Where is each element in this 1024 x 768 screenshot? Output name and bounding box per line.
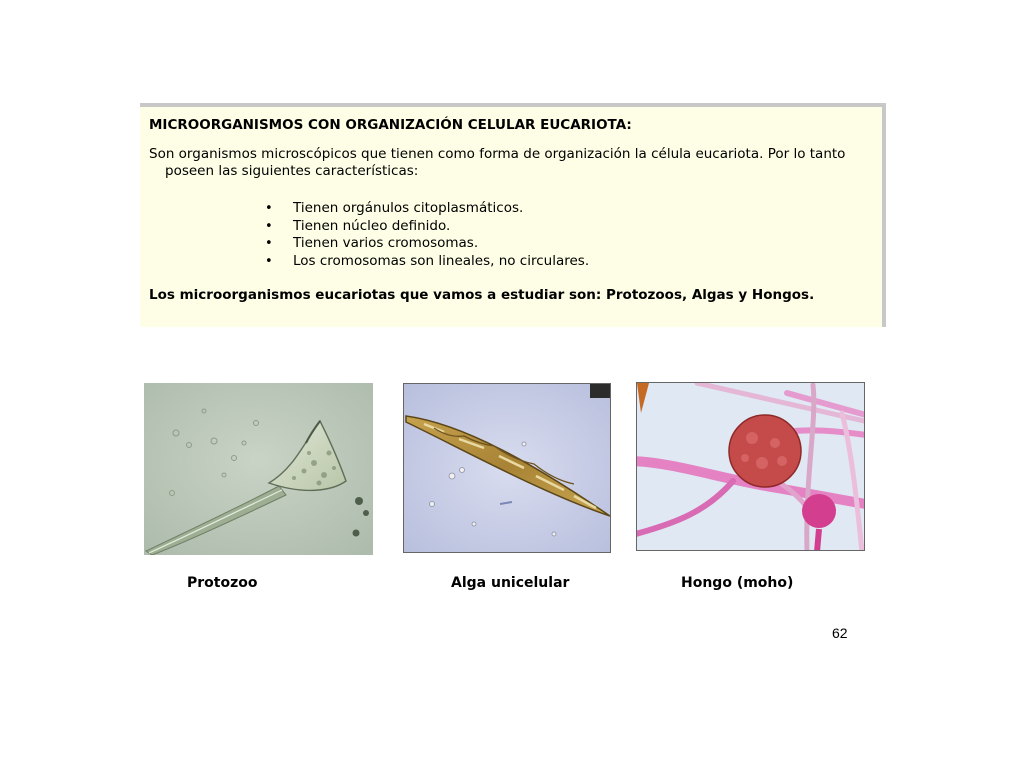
trait-item: • Tienen núcleo definido. <box>265 218 876 236</box>
trait-item: • Los cromosomas son lineales, no circulares. <box>265 253 876 271</box>
caption-hongo: Hongo (moho) <box>681 575 794 591</box>
page-number: 62 <box>832 625 848 641</box>
alga-micrograph <box>403 383 611 553</box>
hongo-micrograph <box>636 382 865 551</box>
trait-item: • Tienen varios cromosomas. <box>265 235 876 253</box>
info-title: MICROORGANISMOS CON ORGANIZACIÓN CELULAR EUCARIOTA: <box>149 117 632 133</box>
trait-item: • Tienen orgánulos citoplasmáticos. <box>265 200 876 218</box>
caption-alga: Alga unicelular <box>451 575 570 591</box>
info-box <box>140 103 886 327</box>
caption-protozoo: Protozoo <box>187 575 258 591</box>
closing-paragraph: Los microorganismos eucariotas que vamos a estudiar son: Protozoos, Algas y Hongos. <box>149 287 815 303</box>
protozoo-micrograph <box>144 383 373 555</box>
intro-paragraph: Son organismos microscópicos que tienen como forma de organización la célula eucariota. Por lo tanto poseen las siguientes características: <box>149 146 846 179</box>
traits-list <box>149 200 876 270</box>
